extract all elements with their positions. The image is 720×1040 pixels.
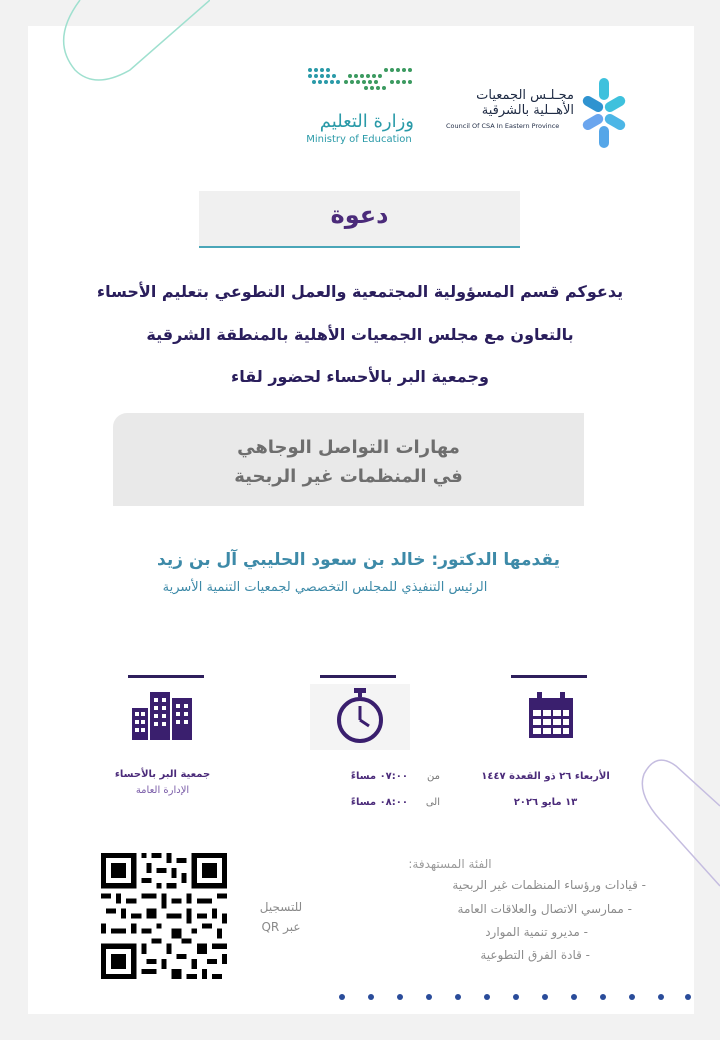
audience-item-4: - قادة الفرق التطوعية [480,948,590,962]
date-gregorian: ١٣ مايو ٢٠٢٦ [513,797,578,808]
csa-name-line1: مجـلـس الجمعيات [476,88,574,103]
csa-name-ar [464,88,574,118]
divider-date [511,675,587,678]
location-sub: الإدارة العامة [135,785,190,796]
audience-heading: الفئة المستهدفة: [408,857,492,871]
presenter-title: الرئيس التنفيذي للمجلس التخصصي لجمعيات التنمية الأسرية [162,580,488,595]
invitation-line-1: يدعوكم قسم المسؤولية المجتمعية والعمل التطوعي بتعليم الأحساء [96,282,624,301]
topic-line-1: مهارات التواصل الوجاهي [237,437,460,458]
csa-name-en: Council Of CSA In Eastern Province [446,122,560,130]
register-label-2: عبر QR [261,920,301,934]
moe-name-ar: وزارة التعليم [319,111,414,132]
presenter-name: يقدمها الدكتور: خالد بن سعود الحليبي آل بن زيد [157,550,560,570]
divider-time [320,675,396,678]
time-to-label: الى [425,797,440,808]
moe-name-en: Ministry of Education [306,134,412,145]
audience-item-1: - قيادات ورؤساء المنظمات غير الربحية [452,878,646,892]
decorative-curve-top [40,0,210,90]
decorative-curve-right [636,756,720,896]
time-from: ٠٧:٠٠ مساءً [350,771,408,782]
building-icon [130,690,194,740]
audience-item-3: - مديرو تنمية الموارد [485,925,588,939]
moe-logo-icon [306,66,414,92]
invitation-line-2: بالتعاون مع مجلس الجمعيات الأهلية بالمنطقة الشرقية [146,325,574,344]
register-label-1: للتسجيل [259,900,303,914]
decorative-dots [338,993,694,1001]
csa-name-line2: الأهــلية بالشرقية [481,103,574,118]
date-hijri: الأربعاء ٢٦ ذو القعدة ١٤٤٧ [481,771,610,782]
audience-item-2: - ممارسي الاتصال والعلاقات العامة [457,902,632,916]
qr-code-icon[interactable] [101,853,227,979]
topic-line-2: في المنظمات غير الربحية [234,466,463,487]
location-name: جمعية البر بالأحساء [114,769,211,780]
page-title: دعوة [330,201,389,229]
csa-logo-icon [572,78,638,148]
calendar-icon [527,692,575,740]
time-from-label: من [427,771,440,782]
divider-location [128,675,204,678]
stopwatch-icon [334,688,386,744]
invitation-line-3: وجمعية البر بالأحساء لحضور لقاء [231,367,489,386]
time-to: ٠٨:٠٠ مساءً [350,797,408,808]
topic-box [113,413,584,506]
